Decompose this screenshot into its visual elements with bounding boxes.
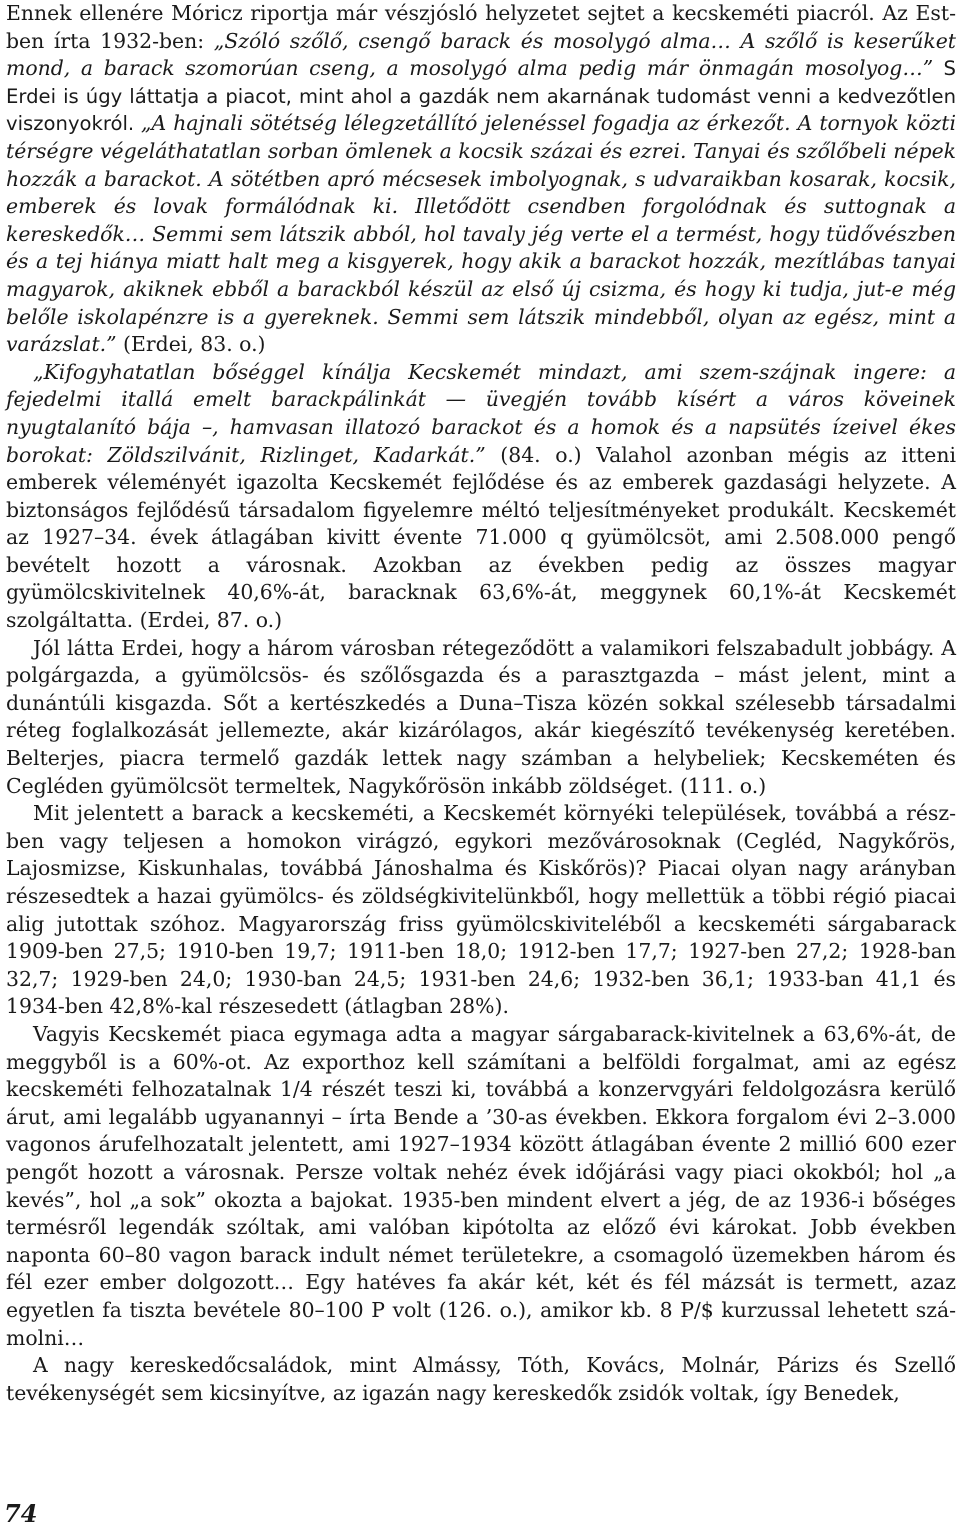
body-text: (84. o.) Valahol azonban mégis az itteni emberek véleményét igazolta Kecskemét fejlődése és az emberek gazdasági helyzete. A biztonságos fejlődésű társadalom figyelemre méltó teljesítményeket produkált. Kecskemét az 1927–34. évek átlagában kivitt évente 71.000 q gyümölcsöt, ami 2.508.000 pengő bevételt hozott a városnak. Azokban az években pedig az összes magyar gyümölcskivitelnek 40,6%-át, baracknak 63,6%-át, meggynek 60,1%-át Kecskemét szolgáltatta. (Erdei, 87. o.) <box>6 442 956 633</box>
body-text: Ennek ellenére Móricz riportja már vészjósló helyzetet sejtet a kecskeméti piacról. Az Est-ben írta 1932-ben: <box>6 1 956 53</box>
body-text: Jól látta Erdei, hogy a három városban rétegeződött a valamikori felszabadult jobbágy. A polgárgazda, a gyümölcsös- és szőlősgazda és a parasztgazda – mást jelent, mint a dunántúli kisgazda. Sőt a kertészkedés a Duna–Tisza közén sokkal szélesebb társadalmi réteg foglalkozását jellemezte, akár kizárólagos, akár kiegészítő tevékenység keretében. Belterjes, piacra termelő gazdák lettek nagy számban a helybeliek; Kecskeméten és Cegléden gyümölcsöt termeltek, Nagykőrösön inkább zöldséget. (111. o.) <box>6 635 956 798</box>
quoted-text: „Szóló szőlő, csengő barack és mosolygó alma… A szőlő is keserűket mond, a barack szomorúan cseng, a mosolygó alma pedig már önmagán mosolyog…” <box>6 28 956 81</box>
body-text: Vagyis Kecskemét piaca egymaga adta a magyar sárgabarack-kivitelnek a 63,6%-át, de meggyből is a 60%-ot. Az exporthoz kell számítani a belföldi forgalmat, ami az egész kecskeméti felhozatalnak 1/4 részét teszi ki, továbbá a konzervgyári feldolgozásra kerülő árut, ami legalább ugyanannyi – írta Bende a ’30-as években. Ekkora forgalom évi 2–3.000 vagonos árufelhozatalt jelentett, ami 1927–1934 között átlagában évente 2 millió 600 ezer pengőt hozott a városnak. Persze voltak nehéz évek időjárási vagy piaci okokból; hol „a kevés”, hol „a sok” okozta a bajokat. 1935-ben mindent elvert a jég, de az 1936-i bőséges termésről legendák szóltak, ami valóban kipótolta az előző évi károkat. Jobb években naponta 60–80 vagon barack indult német területekre, a csomagoló üzemekben három és fél ezer ember dolgozott… Egy hatéves fa akár két, két és fél mázsát is termett, azaz egyetlen fa tiszta bevétele 80–100 P volt (126. o.), amikor kb. 8 P/$ kurzussal lehetett számolni… <box>6 1021 956 1350</box>
body-text: A nagy kereskedőcsaládok, mint Almássy, Tóth, Kovács, Molnár, Párizs és Szellő tevékenységét sem kicsinyítve, az igazán nagy kereskedők zsidók voltak, így Benedek, <box>6 1353 956 1405</box>
paragraph <box>6 800 956 1021</box>
paragraph <box>6 1021 956 1352</box>
paragraph <box>6 0 956 359</box>
paragraph <box>6 359 956 635</box>
paragraph <box>6 635 956 801</box>
body-text: Mit jelentett a barack a kecskeméti, a Kecskemét környéki települések, továbbá a részben vagy teljesen a homokon virágzó, egykori mezővárosoknak (Cegléd, Nagykőrös, Lajosmizse, Kiskunhalas, továbbá Jánoshalma és Kiskőrös)? Piacai olyan nagy arányban részesedtek a hazai gyümölcs- és zöldségkivitelünkből, hogy mellettük a többi régió piacai alig jutottak szóhoz. Magyarország friss gyümölcskiviteléből a kecskeméti sárgabarack 1909-ben 27,5; 1910-ben 19,7; 1911-ben 18,0; 1912-ben 17,7; 1927-ben 27,2; 1928-ban 32,7; 1929-ben 24,0; 1930-ban 24,5; 1931-ben 24,6; 1932-ben 36,1; 1933-ban 41,1 és 1934-ben 42,8%-kal részesedett (átlagban 28%). <box>6 801 956 1019</box>
quoted-text: „A hajnali sötétség lélegzetállító jelenéssel fogadja az érkezőt. A tornyok közti térségre végeláthatatlan sorban ömlenek a kocsik százai és ezrei. Tanyai és szőlőbeli népek hozzák a barackot. A sötétben apró mécsesek imbolyognak, s udvaraikban kosarak, kocsik, emberek és lovak formálódnak ki. Illetődött csendben forgolódnak és suttognak a kereskedők… Semmi sem látszik abból, hol tavaly jég verte el a termést, hogy tüdővészben és a tej hiánya miatt halt meg a kisgyerek, hogy akik a barackot hozzák, mezítlábas tanyai magyarok, akiknek ebből a barackból készül az első új csizma, és hogy ki tudja, jut-e még belőle iskolapénzre is a gyereknek. Semmi sem látszik mindebből, olyan az egész, mint a varázslat.” <box>6 111 956 357</box>
body-text: S Erdei is úgy láttatja a piacot, mint ahol a gazdák nem akarnának tudomást venni a kedvezőtlen viszonyokról. <box>6 57 956 136</box>
paragraph <box>6 1352 956 1407</box>
document-body <box>6 0 956 1407</box>
body-text: (Erdei, 83. o.) <box>116 332 266 357</box>
page-number: 74 <box>4 1499 38 1528</box>
quoted-text: „Kifogyhatatlan bőséggel kínálja Kecskemét mindazt, ami szem-szájnak ingere: a fejedelmi itallá emelt barackpálinkát — üvegjén tovább kísért a város köveinek nyugtalanító bája –, hamvasan illatozó barackot és a homok és a napsütés ízeivel ékes borokat: Zöldszilvánit, Rizlinget, Kadarkát.” <box>6 359 956 467</box>
